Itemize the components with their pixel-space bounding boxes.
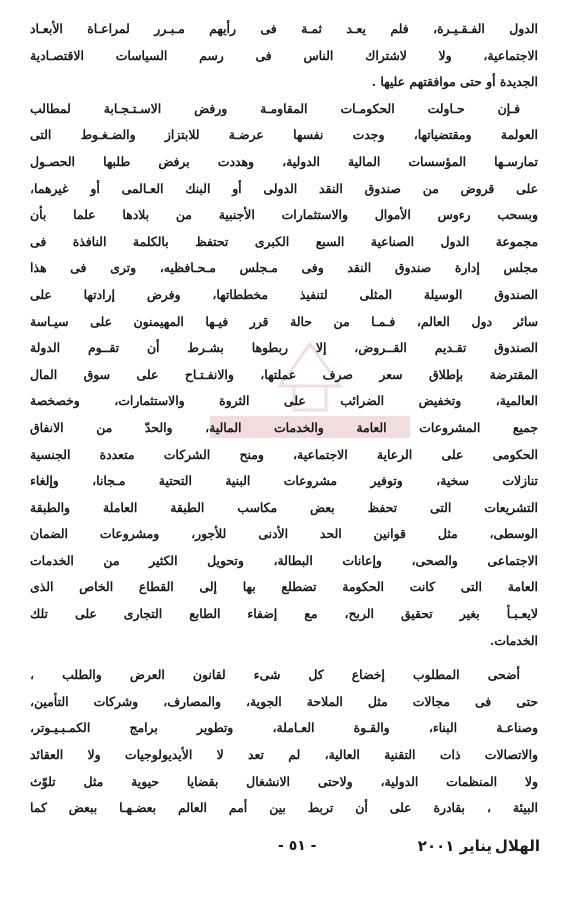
paragraph-3 xyxy=(30,662,538,822)
text-line: مجموعة الدول الصناعية السبع الكبرى تحتفظ بالكلمة النافذة فى xyxy=(30,233,538,249)
text-line: لايعـبـأ بغير تحقيق الربح، مع إضفاء الطابع التجارى على تلك xyxy=(30,606,538,622)
text-line: المقترضة بإطلاق سعر صرف عملتها، والانفـتـاح على سوق المال xyxy=(30,366,538,382)
text-line: الصندوق الوسيلة المثلى لتنفيذ مخططاتها، وفرض إرادتها على xyxy=(30,286,538,302)
magazine-name: الهلال xyxy=(494,837,540,855)
text-line: جميع المشروعات العامة والخدمات المالية، والحدّ من الانفاق xyxy=(30,419,538,435)
article-body xyxy=(30,16,538,822)
text-line: التشريعات التى تحفظ بعض مكاسب الطبقة العاملة والطبقة xyxy=(30,499,538,515)
text-line: وبسحب رءوس الأموال والاستثمارات الأجنبية من بلادها علما بأن xyxy=(30,207,538,223)
text-line: الجديدة أو حتى موافقتهم عليها . xyxy=(371,74,538,90)
text-line: مجلس إدارة صندوق النقد وفى مـجلس مـحـافظيه، وترى فى هذا xyxy=(30,260,538,276)
text-line: الحكومى على الرعاية الاجتماعية، ومنح الشركات متعددة الجنسية xyxy=(30,446,538,462)
page-footer xyxy=(30,831,540,861)
paragraph-1 xyxy=(30,16,538,96)
text-line: العالمية، وتخفيض الضرائب على الثروة والاستثمارات، وخصخصة xyxy=(30,393,538,409)
text-line: العامة التى كانت الحكومة تضطلع بها إلى القطاع الخاص الذى xyxy=(30,579,538,595)
text-line: سائر دول العالم، فـمـا من حالة قرر فيـها المهيمنون على سيـاسة xyxy=(30,313,538,329)
text-line: حتى فى مجالات مثل الملاحة الجوية، والمصارف، وشركات التأمين، xyxy=(30,693,538,709)
text-line: أضحى المطلوب إخضاع كل شىء لقانون العرض والطلب ، xyxy=(30,667,520,683)
text-line: ولا المنظمات الدولية، ولاحتى الانشغال بقضايا حيوية مثل تلوّث xyxy=(30,773,538,789)
text-line: الدول الفـقـيـرة، فلم يعـد ثمـة فى رأيهم مـبـرر لمراعـاة الأبعـاد xyxy=(30,21,538,36)
text-line: والاتصالات ذات التقنية العالية، لم تعد لا الأيديولوجيات ولا العقائد xyxy=(30,747,538,763)
page-number: - ٥١ - xyxy=(278,838,317,854)
text-line: العولمة ومقتضياتها، وجدت نفسها عرضـة للابتزاز والضـغـوط التى xyxy=(30,127,538,143)
text-line: البيئة ، بقادرة على أن تربط بين أمم العالم بعضـهـا ببعض كما xyxy=(30,800,538,816)
text-line: الصندوق تقـديم القــروض، إلا ربطوها بشـرط أن تقــوم الدولة xyxy=(30,340,538,356)
text-line: الخدمات. xyxy=(489,632,538,648)
text-line: الوسطى، مثل قوانين الحد الأدنى للأجور، ومشروعات الضمان xyxy=(30,526,538,542)
text-line: تنازلات سخية، وتوفير مشروعات البنية التحتية مـجانا، وإلغاء xyxy=(30,473,538,489)
text-line: وصناعـة البناء، والقـوة العـاملة، وتطوير برامج الكمـبـيـوتر، xyxy=(30,720,538,736)
issue-date: يناير ٢٠٠١ xyxy=(417,837,492,855)
paragraph-2 xyxy=(30,96,538,654)
text-line: تمارسـها المؤسسات المالية الدولية، وهددت برفض طلبها الحصـول xyxy=(30,153,538,169)
paragraph-spacer xyxy=(30,654,538,662)
text-line: الاجتماعى والصحى، وإعانات البطالة، وتحويل الكثير من الخدمات xyxy=(30,552,538,568)
text-line: فـإن حـاولت الحكومـات المقاومـة ورفض الاسـتـجـابة لمطالب xyxy=(30,100,520,116)
text-line: الاجتماعية، ولا لاشتراك الناس فى رسم السياسات الاقتصـادية xyxy=(30,47,538,63)
text-line: على قروض من صندوق النقد الدولى أو البنك العـالمى أو غيرهما، xyxy=(30,180,538,196)
